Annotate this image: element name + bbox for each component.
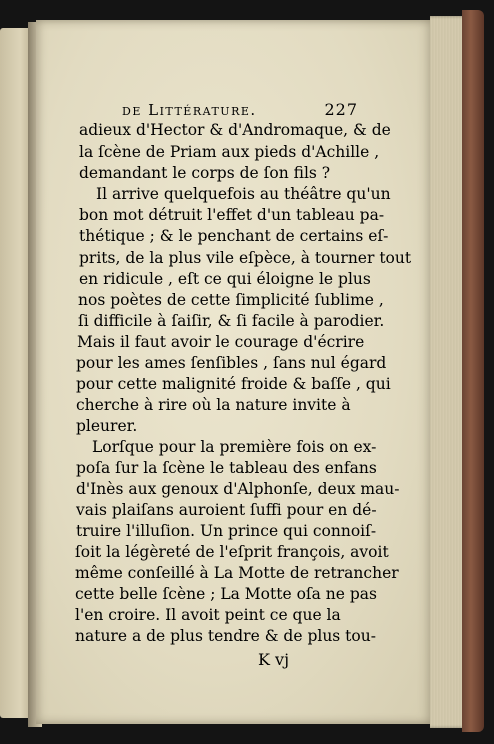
text-line: pour les ames ſenſibles , ſans nul égard: [76, 354, 387, 372]
text-line: pour cette malignité froide & baſſe , qui: [76, 375, 391, 393]
book-cover: [462, 10, 484, 732]
text-line: la ſcène de Priam aux pieds d'Achille ,: [79, 143, 380, 161]
text-line: thétique ; & le penchant de certains eſ-: [79, 227, 389, 245]
text-line: demandant le corps de ſon fils ?: [79, 164, 331, 182]
text-line: adieux d'Hector & d'Andromaque, & de: [79, 121, 391, 139]
text-line: pleurer.: [76, 417, 138, 435]
text-line: bon mot détruit l'effet d'un tableau pa-: [79, 206, 385, 224]
text-line: Lorſque pour la première fois on ex-: [92, 438, 377, 456]
text-line: cherche à rire où la nature invite à: [76, 396, 351, 414]
text-line: nos poètes de cette ſimplicité ſublime ,: [78, 291, 384, 309]
running-title: de Littérature.: [122, 101, 257, 119]
text-line: truire l'illuſion. Un prince qui connoiſ-: [76, 522, 377, 540]
page-number: 227: [324, 100, 358, 119]
text-line: même conſeillé à La Motte de retrancher: [75, 564, 399, 582]
text-line: nature a de plus tendre & de plus tou-: [75, 627, 376, 645]
text-line: Il arrive quelquefois au théâtre qu'un: [96, 185, 391, 203]
text-line: l'en croire. Il avoit peint ce que la: [75, 606, 341, 624]
text-line: prits, de la plus vile eſpèce, à tourner tout: [79, 249, 412, 267]
running-header: [122, 100, 358, 122]
text-line: ſi difficile à ſaiſir, & ſi facile à parodier.: [78, 312, 385, 330]
text-line: Mais il faut avoir le courage d'écrire: [77, 333, 365, 351]
text-line: cette belle ſcène ; La Motte oſa ne pas: [75, 585, 378, 603]
text-line: poſa ſur la ſcène le tableau des enfans: [76, 459, 377, 477]
text-line: d'Inès aux genoux d'Alphonſe, deux mau-: [76, 480, 400, 498]
signature-mark: K vj: [258, 650, 290, 669]
text-line: ſoit la légèreté de l'eſprit françois, avoit: [75, 543, 389, 561]
text-line: vais plaiſans auroient ſuffi pour en dé-: [76, 501, 377, 519]
text-line: en ridicule , eſt ce qui éloigne le plus: [79, 270, 371, 288]
